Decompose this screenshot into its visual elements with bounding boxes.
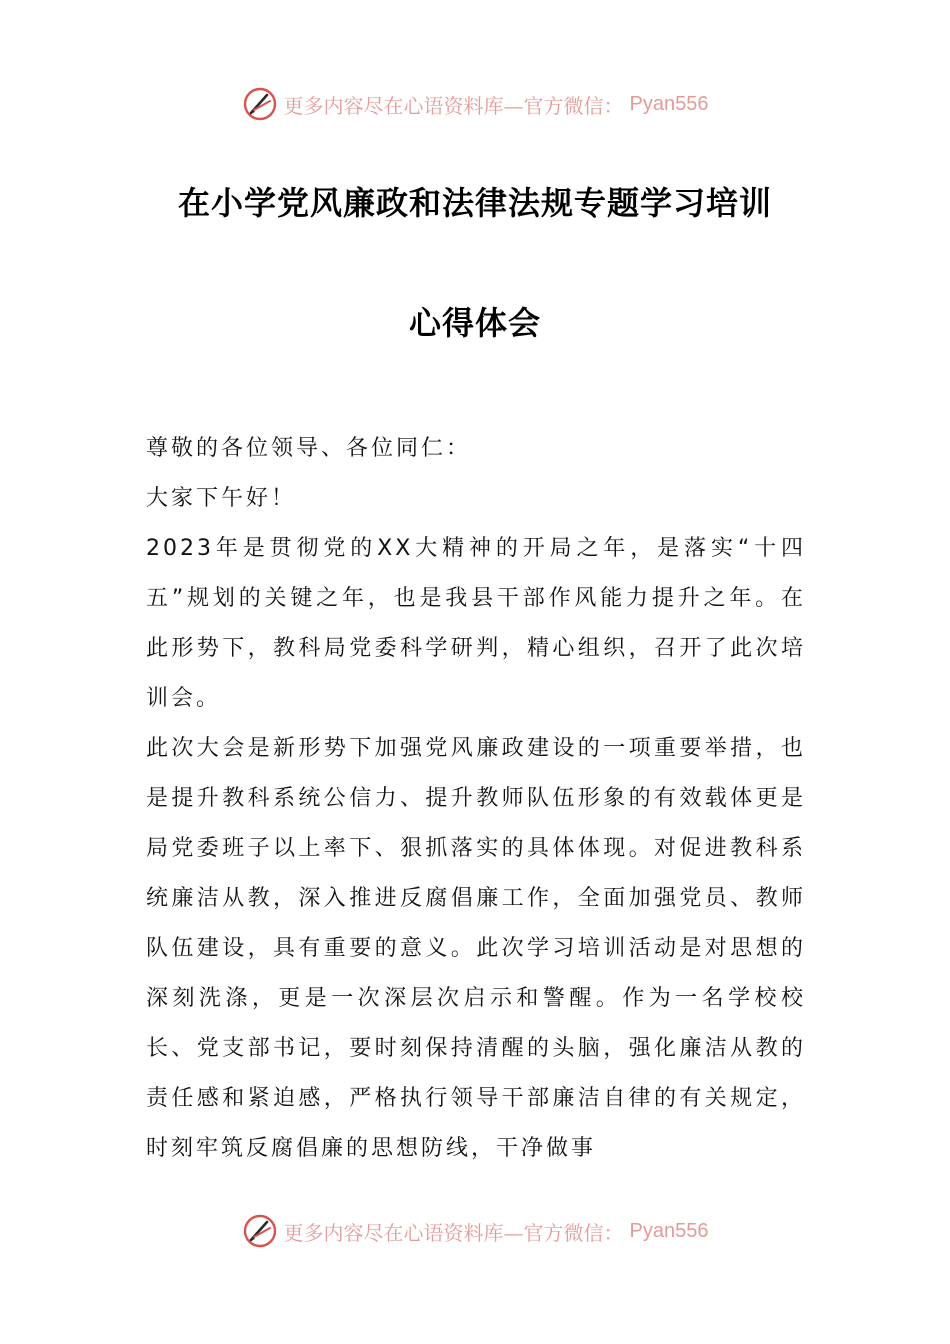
watermark-text: 更多内容尽在心语资料库—官方微信： xyxy=(283,1220,624,1245)
watermark-wechat-id: Pyan556 xyxy=(629,92,709,115)
document-title-continued: 心得体会 xyxy=(408,304,541,342)
document-body xyxy=(146,424,806,1174)
watermark-text: 更多内容尽在心语资料库—官方微信： xyxy=(283,93,624,118)
footer-watermark xyxy=(0,1209,950,1253)
greeting-line: 尊敬的各位领导、各位同仁： xyxy=(146,436,472,461)
salutation-line: 大家下午好！ xyxy=(146,486,297,511)
paragraph-2: 此次大会是新形势下加强党风廉政建设的一项重要举措，也是提升教科系统公信力、提升教师队伍形象的有效载体更是局党委班子以上率下、狠抓落实的具体体现。对促进教科系统廉洁从教，深入推进反腐倡廉工作，全面加强党员、教师队伍建设，具有重要的意义。此次学习培训活动是对思想的深刻洗涤，更是一次深层次启示和警醒。作为一名学校校长、党支部书记，要时刻保持清醒的头脑，强化廉洁从教的责任感和紧迫感，严格执行领导干部廉洁自律的有关规定，时刻牢筑反腐倡廉的思想防线，干净做事 xyxy=(146,736,806,1161)
pen-logo-icon xyxy=(242,86,278,122)
watermark-wechat-id: Pyan556 xyxy=(629,1219,709,1242)
document-title: 在小学党风廉政和法律法规专题学习培训 xyxy=(177,184,772,222)
paragraph-1: 2023年是贯彻党的XX大精神的开局之年，是落实“十四五”规划的关键之年，也是我县干部作风能力提升之年。在此形势下，教科局党委科学研判，精心组织，召开了此次培训会。 xyxy=(146,536,806,711)
header-watermark xyxy=(0,82,950,126)
pen-logo-icon xyxy=(242,1213,278,1249)
